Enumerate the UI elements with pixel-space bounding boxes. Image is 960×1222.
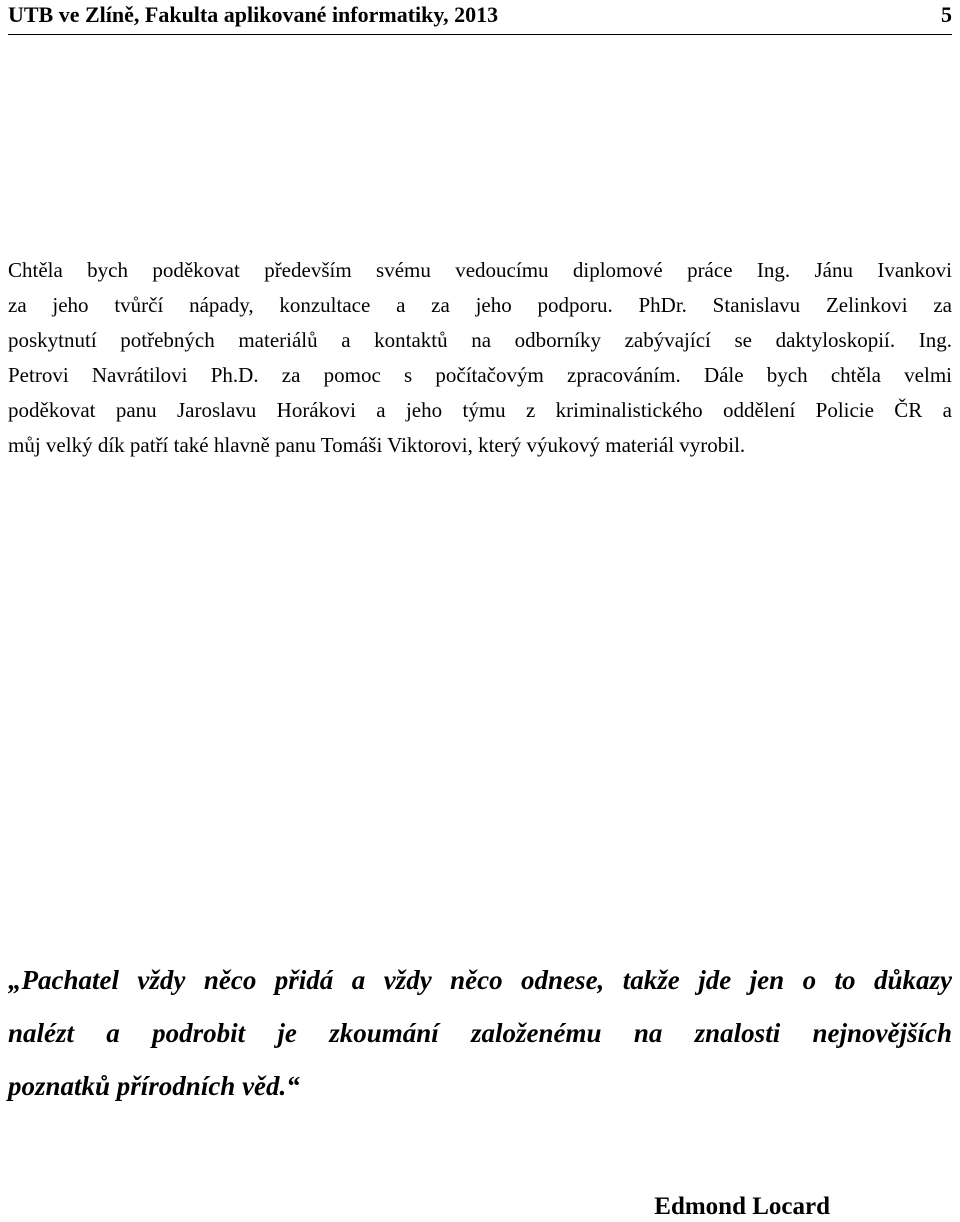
quote-line: „Pachatel vždy něco přidá a vždy něco odnese, takže jde jen o to důkazy [8, 965, 952, 995]
page-number: 5 [941, 2, 952, 27]
acknowledgement-line: poděkovat panu Jaroslavu Horákovi a jeho týmu z kriminalistického oddělení Policie ČR a [8, 398, 952, 422]
acknowledgement-line: poskytnutí potřebných materiálů a kontaktů na odborníky zabývající se daktyloskopií. Ing. [8, 328, 952, 352]
header-title: UTB ve Zlíně, Fakulta aplikované informatiky, 2013 [8, 2, 499, 27]
page-header [8, 0, 952, 35]
acknowledgement-line: můj velký dík patří také hlavně panu Tomáši Viktorovi, který výukový materiál vyrobil. [8, 433, 746, 457]
quote-author: Edmond Locard [654, 1193, 830, 1220]
quote-line: nalézt a podrobit je zkoumání založenému na znalosti nejnovějších [8, 1018, 952, 1048]
acknowledgement-line: Petrovi Navrátilovi Ph.D. za pomoc s počítačovým zpracováním. Dále bych chtěla velmi [8, 363, 952, 387]
acknowledgement-paragraph [8, 253, 952, 463]
quote-line: poznatků přírodních věd.“ [8, 1071, 300, 1101]
acknowledgement-line: za jeho tvůrčí nápady, konzultace a za jeho podporu. PhDr. Stanislavu Zelinkovi za [8, 293, 952, 317]
motto-quote [8, 954, 952, 1113]
acknowledgement-line: Chtěla bych poděkovat především svému vedoucímu diplomové práce Ing. Jánu Ivankovi [8, 258, 952, 282]
